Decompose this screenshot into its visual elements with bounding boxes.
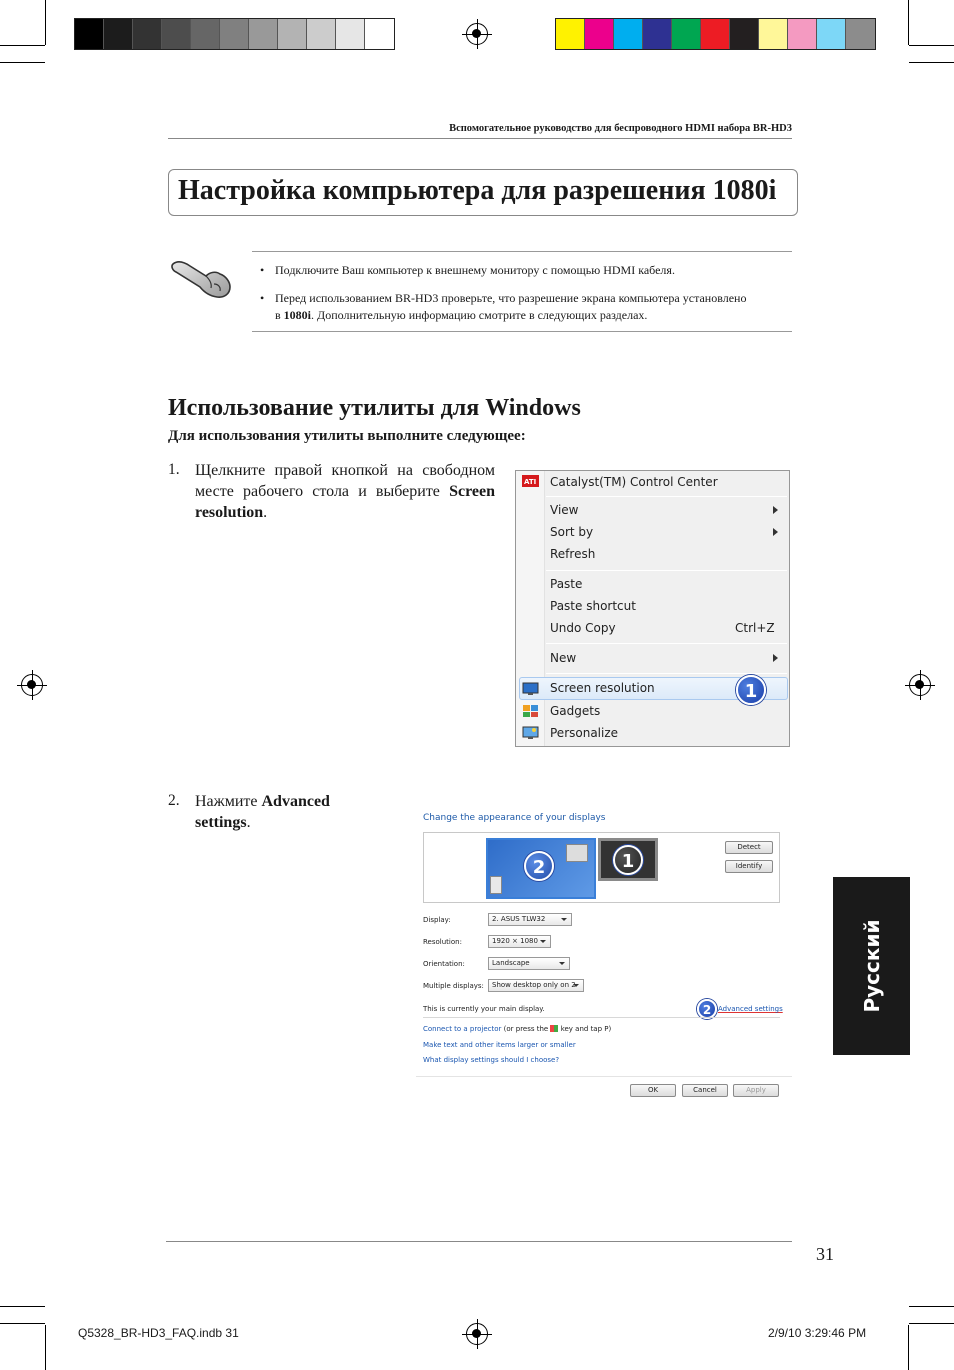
slug-file: Q5328_BR-HD3_FAQ.indb 31 [78,1326,239,1340]
color-swatch [556,19,585,49]
crop-mark [0,62,45,63]
menu-item-paste[interactable]: Paste [550,577,583,591]
crop-mark [908,1325,909,1370]
header-rule [168,138,792,139]
multiple-displays-label: Multiple displays: [423,982,484,990]
display-help-link[interactable]: What display settings should I choose? [423,1056,560,1064]
monitor-number-badge: 1 [613,845,643,875]
color-swatch [643,19,672,49]
color-swatch [817,19,846,49]
advanced-settings-link[interactable]: Advanced settings [718,1005,783,1013]
gadgets-icon [522,704,539,718]
detect-button[interactable]: Detect [725,841,773,854]
color-swatch [788,19,817,49]
crop-mark [909,45,954,46]
color-swatch [701,19,730,49]
display-settings-heading: Change the appearance of your displays [423,813,606,823]
monitor-number-badge: 2 [524,851,554,881]
step-number: 2. [168,792,180,809]
note-item: • Перед использованием BR-HD3 проверьте, что разрешение экрана компьютера установлено в 1080i. Дополнительную информацию смотрите в следующих разделах. [260,291,747,322]
step-badge: 2 [697,999,717,1019]
orientation-label: Orientation: [423,960,465,968]
registration-mark-icon [909,674,931,696]
connect-projector-link[interactable]: Connect to a projector [423,1025,502,1033]
apply-button[interactable]: Apply [733,1084,779,1097]
svg-text:ATI: ATI [524,478,537,486]
ok-button[interactable]: OK [630,1084,676,1097]
crop-mark [0,45,45,46]
multiple-displays-select[interactable]: Show desktop only on 2 [488,979,584,992]
submenu-arrow-icon [773,654,778,662]
language-tab: Русский [833,877,910,1055]
color-swatch [133,19,162,49]
color-swatch [614,19,643,49]
note-bottom-rule [252,331,792,332]
identify-button[interactable]: Identify [725,860,773,873]
step-1-text: Щелкните правой кнопкой на свободном месте рабочего стола и выберите Screen resolution. [195,462,495,521]
footer-rule [166,1241,792,1242]
page-number: 31 [816,1244,834,1264]
personalize-icon [522,726,539,740]
color-swatch [278,19,307,49]
color-swatch [672,19,701,49]
crop-mark [909,1306,954,1307]
menu-item-sort-by[interactable]: Sort by [550,525,594,539]
crop-mark [909,62,954,63]
color-swatch [336,19,365,49]
menu-item-screen-resolution[interactable]: Screen resolution [550,681,655,695]
color-swatch [730,19,759,49]
resolution-select[interactable]: 1920 × 1080 [488,935,551,948]
submenu-arrow-icon [773,506,778,514]
orientation-select[interactable]: Landscape [488,957,570,970]
step-badge: 1 [736,675,766,705]
registration-mark-icon [466,1323,488,1345]
crop-mark [0,1306,45,1307]
crop-mark [908,0,909,45]
color-swatch [759,19,788,49]
menu-item-catalyst[interactable]: Catalyst(TM) Control Center [550,475,718,489]
display-select[interactable]: 2. ASUS TLW32 [488,913,572,926]
undo-shortcut-label: Ctrl+Z [735,621,775,635]
gray-color-bar [74,18,395,50]
color-swatch [846,19,875,49]
section-subheading: Для использования утилиты выполните следующее: [168,428,526,444]
color-swatch [75,19,104,49]
hand-pointing-icon [170,254,234,300]
menu-item-new[interactable]: New [550,651,577,665]
page-title: Настройка компрьютера для разрешения 1080i [178,175,777,206]
section-heading: Использование утилиты для Windows [168,395,581,421]
text-size-link[interactable]: Make text and other items larger or smaller [423,1041,576,1049]
color-swatch [307,19,336,49]
cancel-button[interactable]: Cancel [682,1084,728,1097]
color-swatch [162,19,191,49]
running-header: Вспомогательное руководство для беспроводного HDMI набора BR-HD3 [449,123,792,134]
menu-item-refresh[interactable]: Refresh [550,547,596,561]
color-swatch [220,19,249,49]
registration-mark-icon [466,23,488,45]
crop-mark [0,1323,45,1324]
color-swatch [104,19,133,49]
menu-item-gadgets[interactable]: Gadgets [550,704,601,718]
process-color-bar [555,18,876,50]
color-swatch [585,19,614,49]
main-display-note: This is currently your main display. [423,1005,545,1013]
menu-item-view[interactable]: View [550,503,579,517]
crop-mark [45,0,46,45]
display-settings-window: Change the appearance of your displays 2 1 Detect Identify Display: 2. ASUS TLW32 Resolution: 1920 × 1080 Orientation: Landscape Multiple displays: Show desktop only on 2 This is currently your main display. 2 Advanced settings Connect to a projector (or press the key and tap P) Make text and other items larger or smaller What display settings should I choose? OK Cancel Apply [416,805,792,1105]
registration-mark-icon [21,674,43,696]
slug-timestamp: 2/9/10 3:29:46 PM [768,1326,867,1340]
menu-item-undo-copy[interactable]: Undo Copy [550,621,616,635]
monitor-arrangement-area [423,832,780,903]
display-label: Display: [423,916,451,924]
step-2-text: Нажмите Advanced settings. [195,793,330,831]
crop-mark [909,1323,954,1324]
menu-item-paste-shortcut[interactable]: Paste shortcut [550,599,636,613]
note-item: • Подключите Ваш компьютер к внешнему монитору с помощью HDMI кабеля. [260,263,675,277]
desktop-context-menu [515,470,790,747]
color-swatch [249,19,278,49]
crop-mark [45,1325,46,1370]
color-swatch [365,19,394,49]
menu-item-personalize[interactable]: Personalize [550,726,619,740]
ati-icon [522,475,539,489]
note-top-rule [252,251,792,252]
step-number: 1. [168,461,180,478]
monitor-icon [522,682,539,696]
color-swatch [191,19,220,49]
resolution-label: Resolution: [423,938,462,946]
submenu-arrow-icon [773,528,778,536]
